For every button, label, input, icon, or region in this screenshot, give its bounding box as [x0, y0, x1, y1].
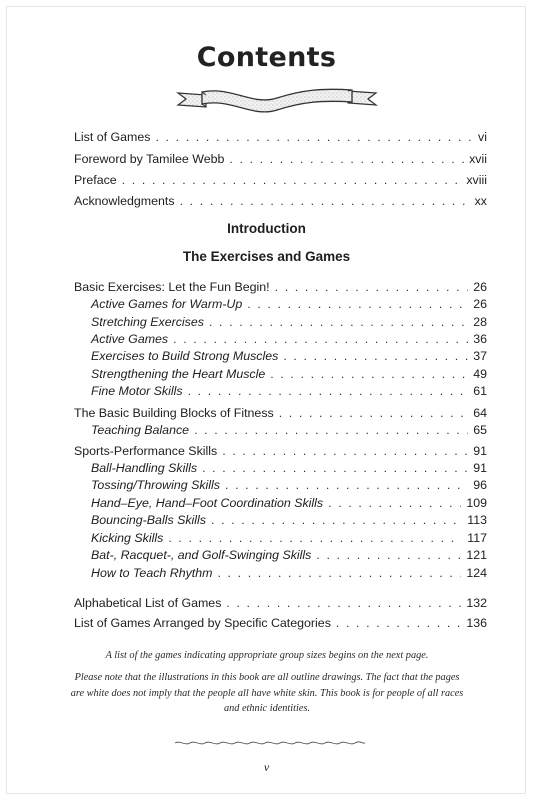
toc-entry-building-blocks — [74, 405, 487, 421]
toc-entry-list-of-games — [74, 129, 487, 145]
toc-entry-label: Teaching Balance — [91, 423, 190, 437]
toc-subentry — [91, 331, 487, 347]
toc-entry-label: Foreword by Tamilee Webb — [74, 152, 225, 166]
toc-page-number: xviii — [466, 173, 487, 187]
toc-entry-label: Fine Motor Skills — [91, 384, 183, 398]
toc-entry-foreword — [74, 151, 487, 167]
toc-page-number: 26 — [473, 297, 487, 311]
toc-entry-label: The Basic Building Blocks of Fitness — [74, 406, 274, 420]
toc-page-number: 28 — [473, 315, 487, 329]
dot-leader — [222, 443, 468, 459]
dot-leader — [225, 477, 468, 493]
toc-entry-label: Active Games — [91, 332, 169, 346]
dot-leader — [279, 405, 468, 421]
heading-introduction: Introduction — [227, 221, 306, 236]
toc-entry-label: Alphabetical List of Games — [74, 596, 222, 610]
dot-leader — [155, 129, 473, 145]
toc-page-number: 121 — [466, 548, 487, 562]
toc-subentry — [91, 477, 487, 493]
toc-subentry — [91, 460, 487, 476]
toc-page-number: 36 — [473, 332, 487, 346]
toc-entry-label: Active Games for Warm-Up — [91, 297, 243, 311]
toc-entry-label: Sports-Performance Skills — [74, 444, 218, 458]
dot-leader — [226, 595, 461, 611]
toc-page-number: 49 — [473, 367, 487, 381]
toc-page-number: 26 — [473, 280, 487, 294]
toc-subentry — [91, 296, 487, 312]
dot-leader — [202, 460, 468, 476]
heading-exercises-and-games: The Exercises and Games — [182, 249, 351, 264]
toc-subentry — [91, 547, 487, 563]
toc-page-number: 91 — [473, 444, 487, 458]
toc-page-number: xx — [474, 194, 487, 208]
dot-leader — [194, 422, 468, 438]
toc-page-number: xvii — [469, 152, 487, 166]
toc-entry-label: Acknowledgments — [74, 194, 175, 208]
toc-entry-label: Bat-, Racquet-, and Golf-Swinging Skills — [91, 548, 312, 562]
toc-entry-alphabetical-list — [74, 595, 487, 611]
toc-entry-label: List of Games — [74, 130, 151, 144]
toc-entry-label: Tossing/Throwing Skills — [91, 478, 221, 492]
toc-page-number: 96 — [473, 478, 487, 492]
dot-leader — [270, 366, 468, 382]
toc-page-number: 61 — [473, 384, 487, 398]
wavy-divider-ornament — [175, 738, 365, 748]
toc-entry-acknowledgments — [74, 193, 487, 209]
dot-leader — [122, 172, 462, 188]
toc-entry-games-by-category — [74, 615, 487, 631]
toc-entry-label: How to Teach Rhythm — [91, 566, 213, 580]
toc-subentry — [91, 366, 487, 382]
note-illustrations: Please note that the illustrations in this book are all outline drawings. The fact that the pages are white does not imply that the people all have white skin. This book is for people of all races and ethnic identities. — [70, 672, 464, 714]
toc-subentry — [91, 422, 487, 438]
page-title: Contents — [196, 42, 337, 73]
dot-leader — [275, 279, 469, 295]
toc-page-number: 65 — [473, 423, 487, 437]
toc-page-number: 132 — [466, 596, 487, 610]
dot-leader — [209, 314, 468, 330]
toc-subentry — [91, 314, 487, 330]
toc-subentry — [91, 495, 487, 511]
dot-leader — [283, 348, 468, 364]
toc-page-number: 117 — [467, 531, 487, 545]
dot-leader — [247, 296, 468, 312]
dot-leader — [336, 615, 461, 631]
toc-subentry — [91, 530, 487, 546]
toc-subentry — [91, 348, 487, 364]
dot-leader — [180, 193, 470, 209]
dot-leader — [168, 530, 462, 546]
dot-leader — [328, 495, 461, 511]
toc-subentry — [91, 512, 487, 528]
note-group-sizes: A list of the games indicating appropriate group sizes begins on the next page. — [105, 650, 429, 661]
toc-entry-label: Bouncing-Balls Skills — [91, 513, 207, 527]
toc-page-number: 136 — [466, 616, 487, 630]
toc-entry-label: Exercises to Build Strong Muscles — [91, 349, 279, 363]
toc-entry-label: Hand–Eye, Hand–Foot Coordination Skills — [91, 496, 324, 510]
toc-page-number: 124 — [466, 566, 487, 580]
dot-leader — [316, 547, 461, 563]
toc-entry-label: Stretching Exercises — [91, 315, 204, 329]
toc-subentry — [91, 383, 487, 399]
toc-entry-sports-skills — [74, 443, 487, 459]
toc-entry-basic-exercises — [74, 279, 487, 295]
toc-entry-label: Ball-Handling Skills — [91, 461, 198, 475]
dot-leader — [188, 383, 469, 399]
toc-entry-label: Preface — [74, 173, 117, 187]
toc-page-number: 113 — [467, 513, 487, 527]
toc-entry-label: List of Games Arranged by Specific Categories — [74, 616, 331, 630]
toc-page-number: vi — [478, 130, 487, 144]
dot-leader — [173, 331, 468, 347]
toc-page-number: 109 — [466, 496, 487, 510]
dot-leader — [211, 512, 462, 528]
ribbon-banner-ornament — [172, 84, 382, 114]
toc-entry-preface — [74, 172, 487, 188]
toc-page-number: 91 — [473, 461, 487, 475]
toc-entry-label: Kicking Skills — [91, 531, 164, 545]
toc-page-number: 37 — [473, 349, 487, 363]
toc-subentry — [91, 565, 487, 581]
toc-entry-label: Basic Exercises: Let the Fun Begin! — [74, 280, 270, 294]
toc-entry-label: Strengthening the Heart Muscle — [91, 367, 266, 381]
toc-page-number: 64 — [473, 406, 487, 420]
dot-leader — [229, 151, 464, 167]
page-number: v — [263, 760, 270, 774]
dot-leader — [217, 565, 461, 581]
